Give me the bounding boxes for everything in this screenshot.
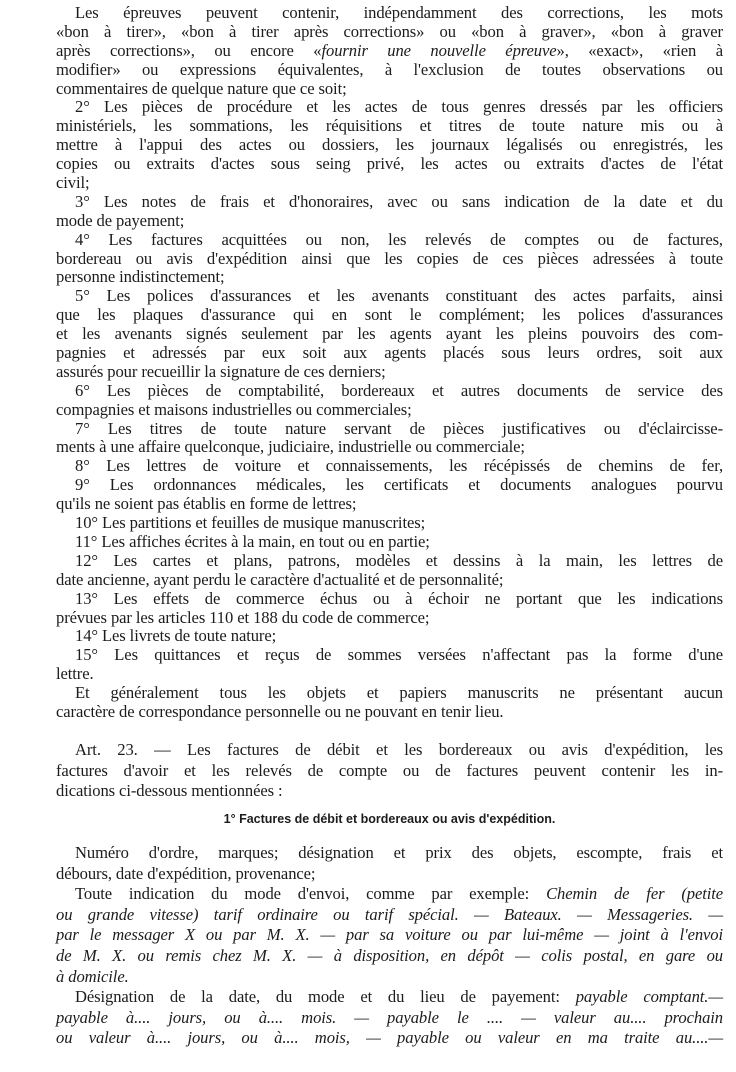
text-line	[56, 438, 723, 457]
text-line	[56, 843, 723, 864]
text: pagnies et adressés par eux soit aux agents placés sous leurs ordres, soit aux	[56, 343, 723, 363]
text-line	[56, 1008, 723, 1029]
text: factures d'avoir et les relevés de compte ou de factures peuvent contenir les in-	[56, 760, 723, 780]
text: débours, date d'expédition, provenance;	[56, 863, 316, 883]
text: ministériels, les sommations, les réquisitions et titres de toute nature mis ou à	[56, 116, 723, 136]
text-line	[56, 306, 723, 325]
text-line	[56, 420, 723, 439]
text: 8° Les lettres de voiture et connaissements, les récépissés de chemins de fer,	[75, 456, 723, 476]
text-line	[56, 344, 723, 363]
text-line	[56, 61, 723, 80]
text-line	[56, 609, 723, 628]
text: commentaires de quelque nature que ce soit;	[56, 78, 347, 98]
paragraphs-article-22	[56, 4, 723, 722]
text: «bon à tirer», «bon à tirer après corrections» ou «bon à graver», «bon à graver	[56, 21, 723, 41]
text-line	[56, 250, 723, 269]
text-line	[56, 646, 723, 665]
text-line	[56, 287, 723, 306]
italic-text: ou valeur à.... jours, ou à.... mois, — payable ou valeur en ma traite au....—	[56, 1028, 723, 1048]
text-line	[56, 42, 723, 61]
text: caractère de correspondance personnelle ou ne pouvant en tenir lieu.	[56, 701, 504, 721]
text: 13° Les effets de commerce échus ou à échoir ne portant que les indications	[75, 588, 723, 608]
text: bordereau ou avis d'expédition ainsi que les copies de ces pièces adressées à toute	[56, 248, 723, 268]
text-line	[56, 905, 723, 926]
italic-text: payable à.... jours, ou à.... mois. — payable le .... — valeur au.... prochain	[56, 1007, 723, 1027]
text: copies ou extraits d'actes sous seing privé, les actes ou extraits d'actes de l'état	[56, 154, 723, 174]
text-line	[56, 740, 723, 761]
text-line	[56, 401, 723, 420]
text: et les avenants signés seulement par les agents ayant les pleins pouvoirs des com-	[56, 324, 723, 344]
text-line	[56, 703, 723, 722]
text-line	[56, 590, 723, 609]
italic-text: fournir une nouvelle épreuve	[321, 40, 557, 60]
text: lettre.	[56, 664, 94, 684]
text: Numéro d'ordre, marques; désignation et prix des objets, escompte, frais et	[75, 843, 723, 862]
text: 12° Les cartes et plans, patrons, modèles et dessins à la main, les lettres de	[75, 550, 723, 570]
text-line	[56, 193, 723, 212]
text: 4° Les factures acquittées ou non, les relevés de comptes ou de factures,	[75, 229, 723, 249]
text-line	[56, 98, 723, 117]
text: 2° Les pièces de procédure et les actes de tous genres dressés par les officiers	[75, 97, 723, 117]
text-line	[56, 495, 723, 514]
italic-text: payable comptant.—	[575, 987, 723, 1007]
text: 14° Les livrets de toute nature;	[75, 626, 277, 646]
section-1-paragraphs	[56, 843, 723, 1049]
text-line	[56, 155, 723, 174]
text-line	[56, 946, 723, 967]
text-line	[56, 552, 723, 571]
text-line	[56, 363, 723, 382]
text: 6° Les pièces de comptabilité, bordereaux et autres documents de service des	[75, 380, 723, 400]
text-line	[56, 864, 723, 885]
text: Et généralement tous les objets et papiers manuscrits ne présentant aucun	[75, 683, 723, 703]
text-line	[56, 382, 723, 401]
text: prévues par les articles 110 et 188 du code de commerce;	[56, 607, 430, 627]
text: modifier» ou expressions équivalentes, à l'exclusion de toutes observations ou	[56, 59, 723, 79]
text-line	[56, 967, 723, 988]
text-line	[56, 23, 723, 42]
article-23-intro	[56, 740, 723, 802]
text: 15° Les quittances et reçus de sommes versées n'affectant pas la forme d'une	[75, 645, 723, 665]
text-line	[56, 268, 723, 287]
italic-text: ou grande vitesse) tarif ordinaire ou tarif spécial. — Bateaux. — Messageries. —	[56, 904, 723, 924]
text-line	[56, 925, 723, 946]
text: Art. 23. — Les factures de débit et les bordereaux ou avis d'expédition, les	[75, 740, 723, 759]
text: Toute indication du mode d'envoi, comme par exemple:	[75, 884, 547, 904]
text: 3° Les notes de frais et d'honoraires, avec ou sans indication de la date et du	[75, 191, 723, 211]
text: 5° Les polices d'assurances et les avenants constituant des actes parfaits, ainsi	[75, 286, 723, 306]
text: dications ci-dessous mentionnées :	[56, 781, 283, 801]
text-line	[56, 117, 723, 136]
text-line	[56, 80, 723, 99]
text: 10° Les partitions et feuilles de musique manuscrites;	[75, 513, 426, 533]
text: date ancienne, ayant perdu le caractère d'actualité et de personnalité;	[56, 569, 504, 589]
text-line	[56, 1028, 723, 1049]
text-line	[56, 884, 723, 905]
italic-text: Chemin de fer (petite	[546, 884, 724, 904]
text: 9° Les ordonnances médicales, les certificats et documents analogues pourvu	[75, 475, 723, 495]
text-line	[56, 571, 723, 590]
text-line	[56, 174, 723, 193]
text-line	[56, 136, 723, 155]
section-subheading: 1° Factures de débit et bordereaux ou avis d'expédition.	[223, 812, 556, 826]
text-line	[56, 781, 723, 802]
text: 7° Les titres de toute nature servant de pièces justificatives ou d'éclaircisse-	[75, 418, 723, 438]
text: qu'ils ne soient pas établis en forme de lettres;	[56, 494, 357, 514]
text-line	[56, 665, 723, 684]
text: compagnies et maisons industrielles ou commerciales;	[56, 399, 412, 419]
text: personne indistinctement;	[56, 267, 225, 287]
text-line	[56, 514, 723, 533]
text: mode de payement;	[56, 210, 185, 230]
text: que les plaques d'assurance qui en sont le complément; les polices d'assurances	[56, 305, 723, 325]
text: civil;	[56, 173, 90, 193]
italic-text: à domicile.	[56, 966, 129, 986]
text-line	[56, 325, 723, 344]
text-line	[56, 987, 723, 1008]
italic-text: de M. X. ou remis chez M. X. — à disposition, en dépôt — colis postal, en gare ou	[56, 945, 723, 965]
text: Les épreuves peuvent contenir, indépendamment des corrections, les mots	[75, 3, 723, 22]
text-line	[56, 4, 723, 23]
text: mettre à l'appui des actes ou dossiers, les journaux légalisés ou enregistrés, les	[56, 135, 723, 155]
text: après corrections», ou encore «	[56, 40, 322, 60]
text: Désignation de la date, du mode et du lieu de payement:	[75, 987, 576, 1007]
text-line	[56, 627, 723, 646]
text: ments à une affaire quelconque, judiciaire, industrielle ou commerciale;	[56, 437, 525, 457]
text-line	[56, 231, 723, 250]
text-line	[56, 476, 723, 495]
text-line	[56, 533, 723, 552]
text-line	[56, 761, 723, 782]
text-line	[56, 212, 723, 231]
text-line	[56, 457, 723, 476]
text: 11° Les affiches écrites à la main, en tout ou en partie;	[75, 531, 430, 551]
text: », «exact», «rien à	[556, 40, 723, 60]
text: assurés pour recueillir la signature de ces derniers;	[56, 361, 386, 381]
italic-text: par le messager X ou par M. X. — par sa voiture ou par lui-même — joint à l'envoi	[56, 925, 723, 945]
text-line	[56, 684, 723, 703]
